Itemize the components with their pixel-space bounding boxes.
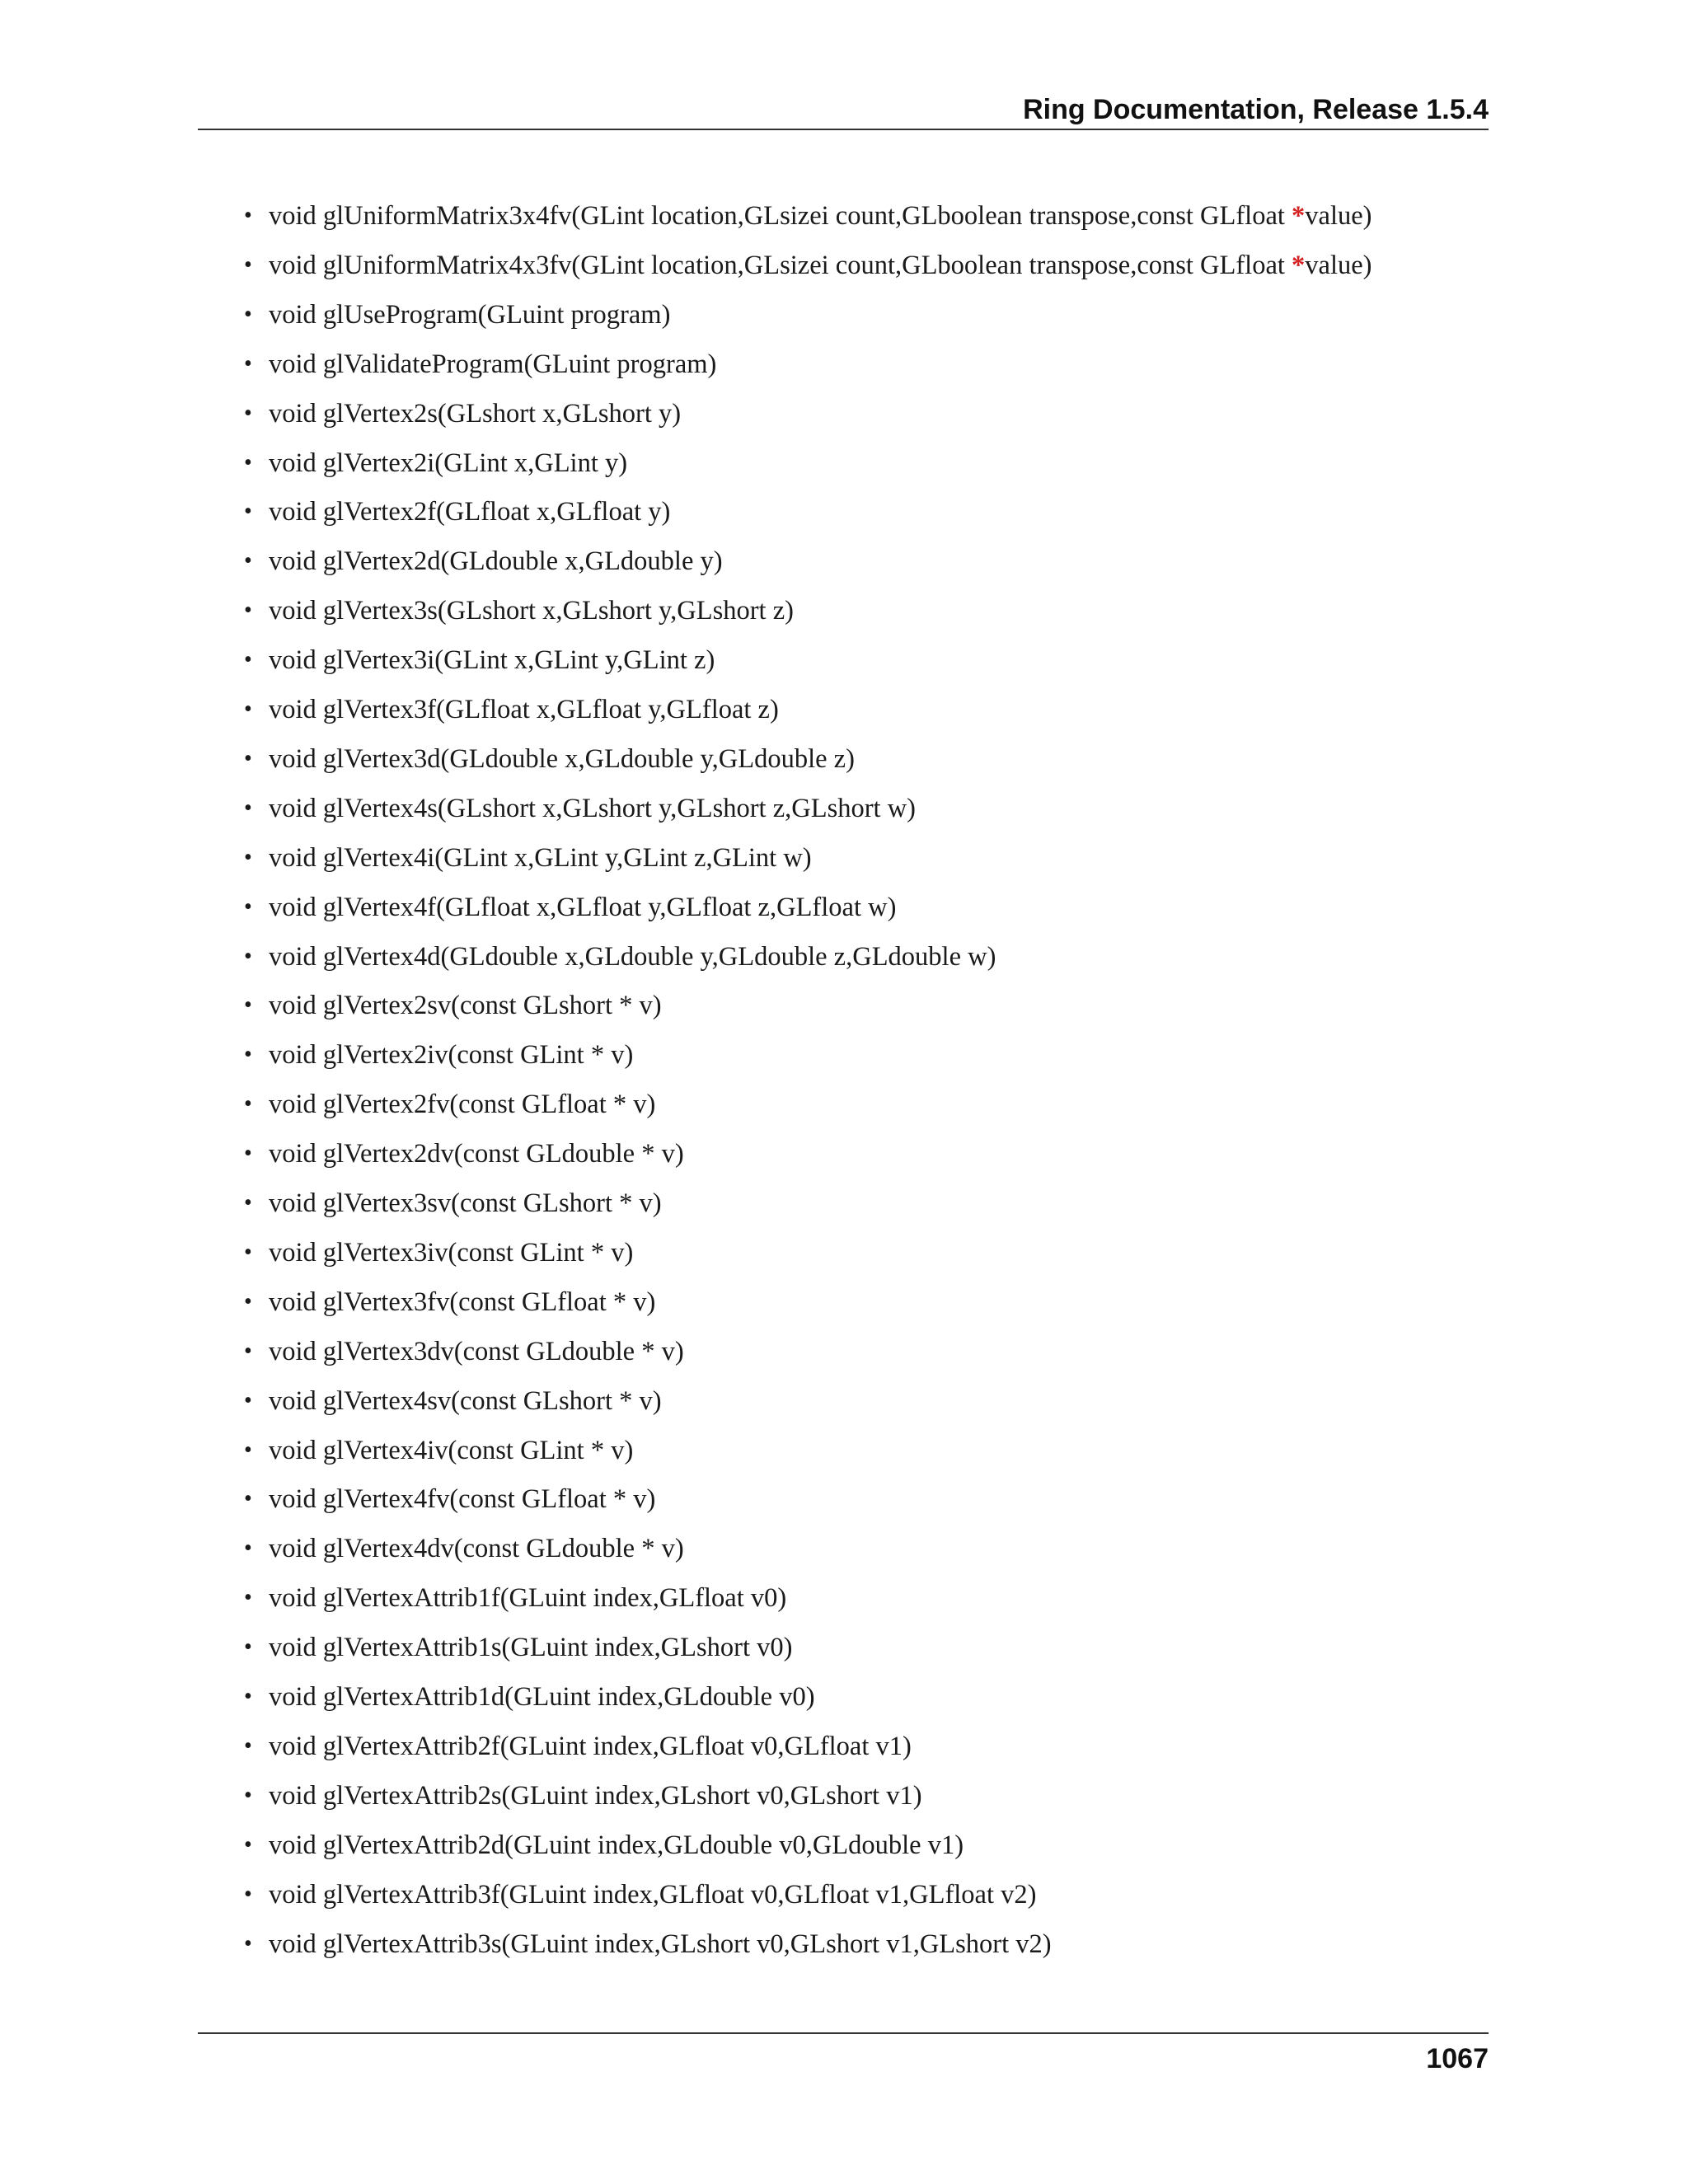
signature-text: void glVertexAttrib3s(GLuint index,GLshort v0,GLshort v1,GLshort v2) [269, 1929, 1052, 1959]
page-number: 1067 [1426, 2043, 1489, 2074]
list-item [198, 734, 1489, 784]
list-item [198, 1771, 1489, 1821]
signature-text: void glVertexAttrib1s(GLuint index,GLshort v0) [269, 1633, 793, 1663]
list-item [198, 1672, 1489, 1722]
list-item [198, 290, 1489, 340]
list-item [198, 1030, 1489, 1080]
bullet-icon: • [244, 1486, 252, 1512]
bullet-icon: • [244, 844, 252, 870]
function-signature [269, 191, 1372, 241]
bullet-icon: • [244, 745, 252, 771]
signature-text: void glVertex3fv(const GLfloat * v) [269, 1286, 656, 1317]
signature-text: void glVertexAttrib1f(GLuint index,GLfloat v0) [269, 1583, 787, 1614]
bullet-icon: • [244, 548, 252, 574]
function-signature [269, 981, 662, 1030]
list-item [198, 1870, 1489, 1919]
function-signature [269, 1080, 655, 1129]
footer-rule [198, 2032, 1489, 2034]
pointer-star: * [1292, 250, 1306, 280]
list-item [198, 635, 1489, 685]
list-item [198, 1524, 1489, 1573]
list-item [198, 586, 1489, 635]
function-signature [269, 1129, 684, 1179]
page-header [198, 91, 1489, 130]
signature-text: void glVertex3iv(const GLint * v) [269, 1237, 634, 1268]
list-item [198, 1623, 1489, 1672]
function-signature [269, 1821, 964, 1870]
function-signature [269, 932, 996, 982]
signature-text: void glValidateProgram(GLuint program) [269, 349, 717, 379]
bullet-icon: • [244, 400, 252, 426]
list-item [198, 1080, 1489, 1129]
signature-text: void glVertex3f(GLfloat x,GLfloat y,GLfloat z) [269, 695, 779, 724]
signature-text: void glVertex4dv(const GLdouble * v) [269, 1534, 684, 1564]
bullet-icon: • [244, 1535, 252, 1562]
bullet-icon: • [244, 992, 252, 1019]
function-signature [269, 685, 779, 734]
bullet-icon: • [244, 696, 252, 722]
function-signature [269, 1376, 662, 1426]
bullet-icon: • [244, 301, 252, 327]
signature-text: void glVertex3sv(const GLshort * v) [269, 1188, 662, 1218]
bullet-icon: • [244, 350, 252, 377]
bullet-icon: • [244, 794, 252, 821]
signature-text: void glVertexAttrib2s(GLuint index,GLshort v0,GLshort v1) [269, 1780, 922, 1811]
list-item [198, 241, 1489, 290]
list-item [198, 883, 1489, 932]
function-signature [269, 1870, 1036, 1919]
function-signature [269, 1474, 655, 1524]
signature-text-tail: value) [1305, 201, 1372, 231]
bullet-icon: • [244, 647, 252, 673]
bullet-icon: • [244, 1732, 252, 1759]
list-item [198, 784, 1489, 833]
list-item [198, 340, 1489, 389]
bullet-icon: • [244, 1881, 252, 1907]
function-signature [269, 1672, 815, 1722]
signature-text: void glVertex2d(GLdouble x,GLdouble y) [269, 546, 723, 577]
function-signature [269, 340, 716, 389]
bullet-icon: • [244, 1239, 252, 1265]
list-item [198, 1179, 1489, 1228]
bullet-icon: • [244, 1338, 252, 1364]
signature-text: void glVertexAttrib1d(GLuint index,GLdouble v0) [269, 1682, 815, 1712]
list-item [198, 389, 1489, 438]
list-item [198, 1327, 1489, 1376]
list-item [198, 1277, 1489, 1327]
function-signature [269, 1179, 662, 1228]
list-item [198, 537, 1489, 586]
signature-text: void glVertex2sv(const GLshort * v) [269, 991, 662, 1021]
bullet-icon: • [244, 943, 252, 969]
bullet-icon: • [244, 1684, 252, 1709]
list-item [198, 1573, 1489, 1623]
signature-text: void glVertex4s(GLshort x,GLshort y,GLshort z,GLshort w) [269, 793, 916, 823]
document-title: Ring Documentation, Release 1.5.4 [1023, 94, 1489, 125]
signature-text: void glVertex2s(GLshort x,GLshort y) [269, 398, 682, 429]
bullet-icon: • [244, 449, 252, 476]
bullet-icon: • [244, 1585, 252, 1611]
function-signature [269, 734, 855, 784]
list-item [198, 981, 1489, 1030]
list-item [198, 438, 1489, 488]
function-signature [269, 1919, 1052, 1969]
signature-text: void glVertex4fv(const GLfloat * v) [269, 1484, 656, 1515]
bullet-icon: • [244, 1288, 252, 1315]
signature-text: void glVertex4iv(const GLint * v) [269, 1435, 634, 1465]
signature-text: void glUseProgram(GLuint program) [269, 299, 671, 330]
signature-text-tail: value) [1305, 250, 1372, 280]
signature-text: void glVertex4f(GLfloat x,GLfloat y,GLfloat z,GLfloat w) [269, 892, 897, 922]
signature-text: void glVertex2i(GLint x,GLint y) [269, 448, 628, 478]
list-item [198, 487, 1489, 537]
signature-text: void glVertex2f(GLfloat x,GLfloat y) [269, 497, 671, 527]
signature-text: void glVertexAttrib3f(GLuint index,GLfloat v0,GLfloat v1,GLfloat v2) [269, 1879, 1037, 1910]
signature-text: void glVertexAttrib2f(GLuint index,GLfloat v0,GLfloat v1) [269, 1731, 912, 1761]
function-signature [269, 290, 670, 340]
function-signature [269, 586, 794, 635]
signature-text: void glVertex4i(GLint x,GLint y,GLint z,GLint w) [269, 842, 812, 873]
function-signature [269, 635, 715, 685]
list-item [198, 1919, 1489, 1969]
signature-text: void glVertex3dv(const GLdouble * v) [269, 1336, 684, 1366]
bullet-icon: • [244, 1782, 252, 1808]
signature-text: void glUniformMatrix4x3fv(GLint location,GLsizei count,GLboolean transpose,const GLfloat [269, 250, 1292, 280]
function-signature [269, 1771, 922, 1821]
list-item [198, 191, 1489, 241]
signature-text: void glVertex2fv(const GLfloat * v) [269, 1090, 656, 1120]
list-item [198, 833, 1489, 883]
signature-text: void glVertex4d(GLdouble x,GLdouble y,GLdouble z,GLdouble w) [269, 941, 996, 972]
signature-text: void glVertex3s(GLshort x,GLshort y,GLshort z) [269, 596, 794, 626]
bullet-icon: • [244, 1141, 252, 1167]
bullet-icon: • [244, 1190, 252, 1216]
function-signature [269, 389, 681, 438]
bullet-icon: • [244, 1634, 252, 1661]
signature-text: void glVertex4sv(const GLshort * v) [269, 1385, 662, 1416]
function-signature [269, 883, 896, 932]
signature-text: void glUniformMatrix3x4fv(GLint location,GLsizei count,GLboolean transpose,const GLfloat [269, 201, 1292, 231]
function-signature [269, 1228, 633, 1277]
list-item [198, 1821, 1489, 1870]
signature-text: void glVertexAttrib2d(GLuint index,GLdouble v0,GLdouble v1) [269, 1830, 964, 1860]
list-item [198, 1228, 1489, 1277]
pointer-star: * [1292, 201, 1306, 231]
bullet-icon: • [244, 251, 252, 278]
bullet-icon: • [244, 1091, 252, 1118]
function-signature [269, 1426, 633, 1475]
signature-text: void glVertex2dv(const GLdouble * v) [269, 1139, 684, 1169]
bullet-icon: • [244, 203, 252, 228]
bullet-icon: • [244, 1436, 252, 1463]
bullet-icon: • [244, 1831, 252, 1858]
signature-text: void glVertex3i(GLint x,GLint y,GLint z) [269, 645, 715, 676]
function-signature [269, 438, 627, 488]
function-signature [269, 784, 916, 833]
function-signature [269, 241, 1372, 290]
list-item [198, 685, 1489, 734]
list-item [198, 1722, 1489, 1771]
function-signature [269, 1524, 684, 1573]
bullet-icon: • [244, 1387, 252, 1413]
function-signature [269, 1623, 792, 1672]
signature-text: void glVertex2iv(const GLint * v) [269, 1040, 634, 1071]
bullet-icon: • [244, 1042, 252, 1068]
list-item [198, 1426, 1489, 1475]
signature-text: void glVertex3d(GLdouble x,GLdouble y,GLdouble z) [269, 743, 855, 774]
list-item [198, 1129, 1489, 1179]
list-item [198, 1376, 1489, 1426]
bullet-icon: • [244, 598, 252, 624]
list-item [198, 932, 1489, 982]
function-signature [269, 1030, 633, 1080]
bullet-icon: • [244, 893, 252, 920]
list-item [198, 1474, 1489, 1524]
function-signature [269, 487, 670, 537]
function-signature [269, 1722, 912, 1771]
function-signature [269, 1573, 786, 1623]
function-signature [269, 1327, 684, 1376]
bullet-icon: • [244, 499, 252, 525]
function-signature [269, 537, 723, 586]
bullet-icon: • [244, 1930, 252, 1957]
function-signature [269, 833, 812, 883]
function-signature [269, 1277, 655, 1327]
